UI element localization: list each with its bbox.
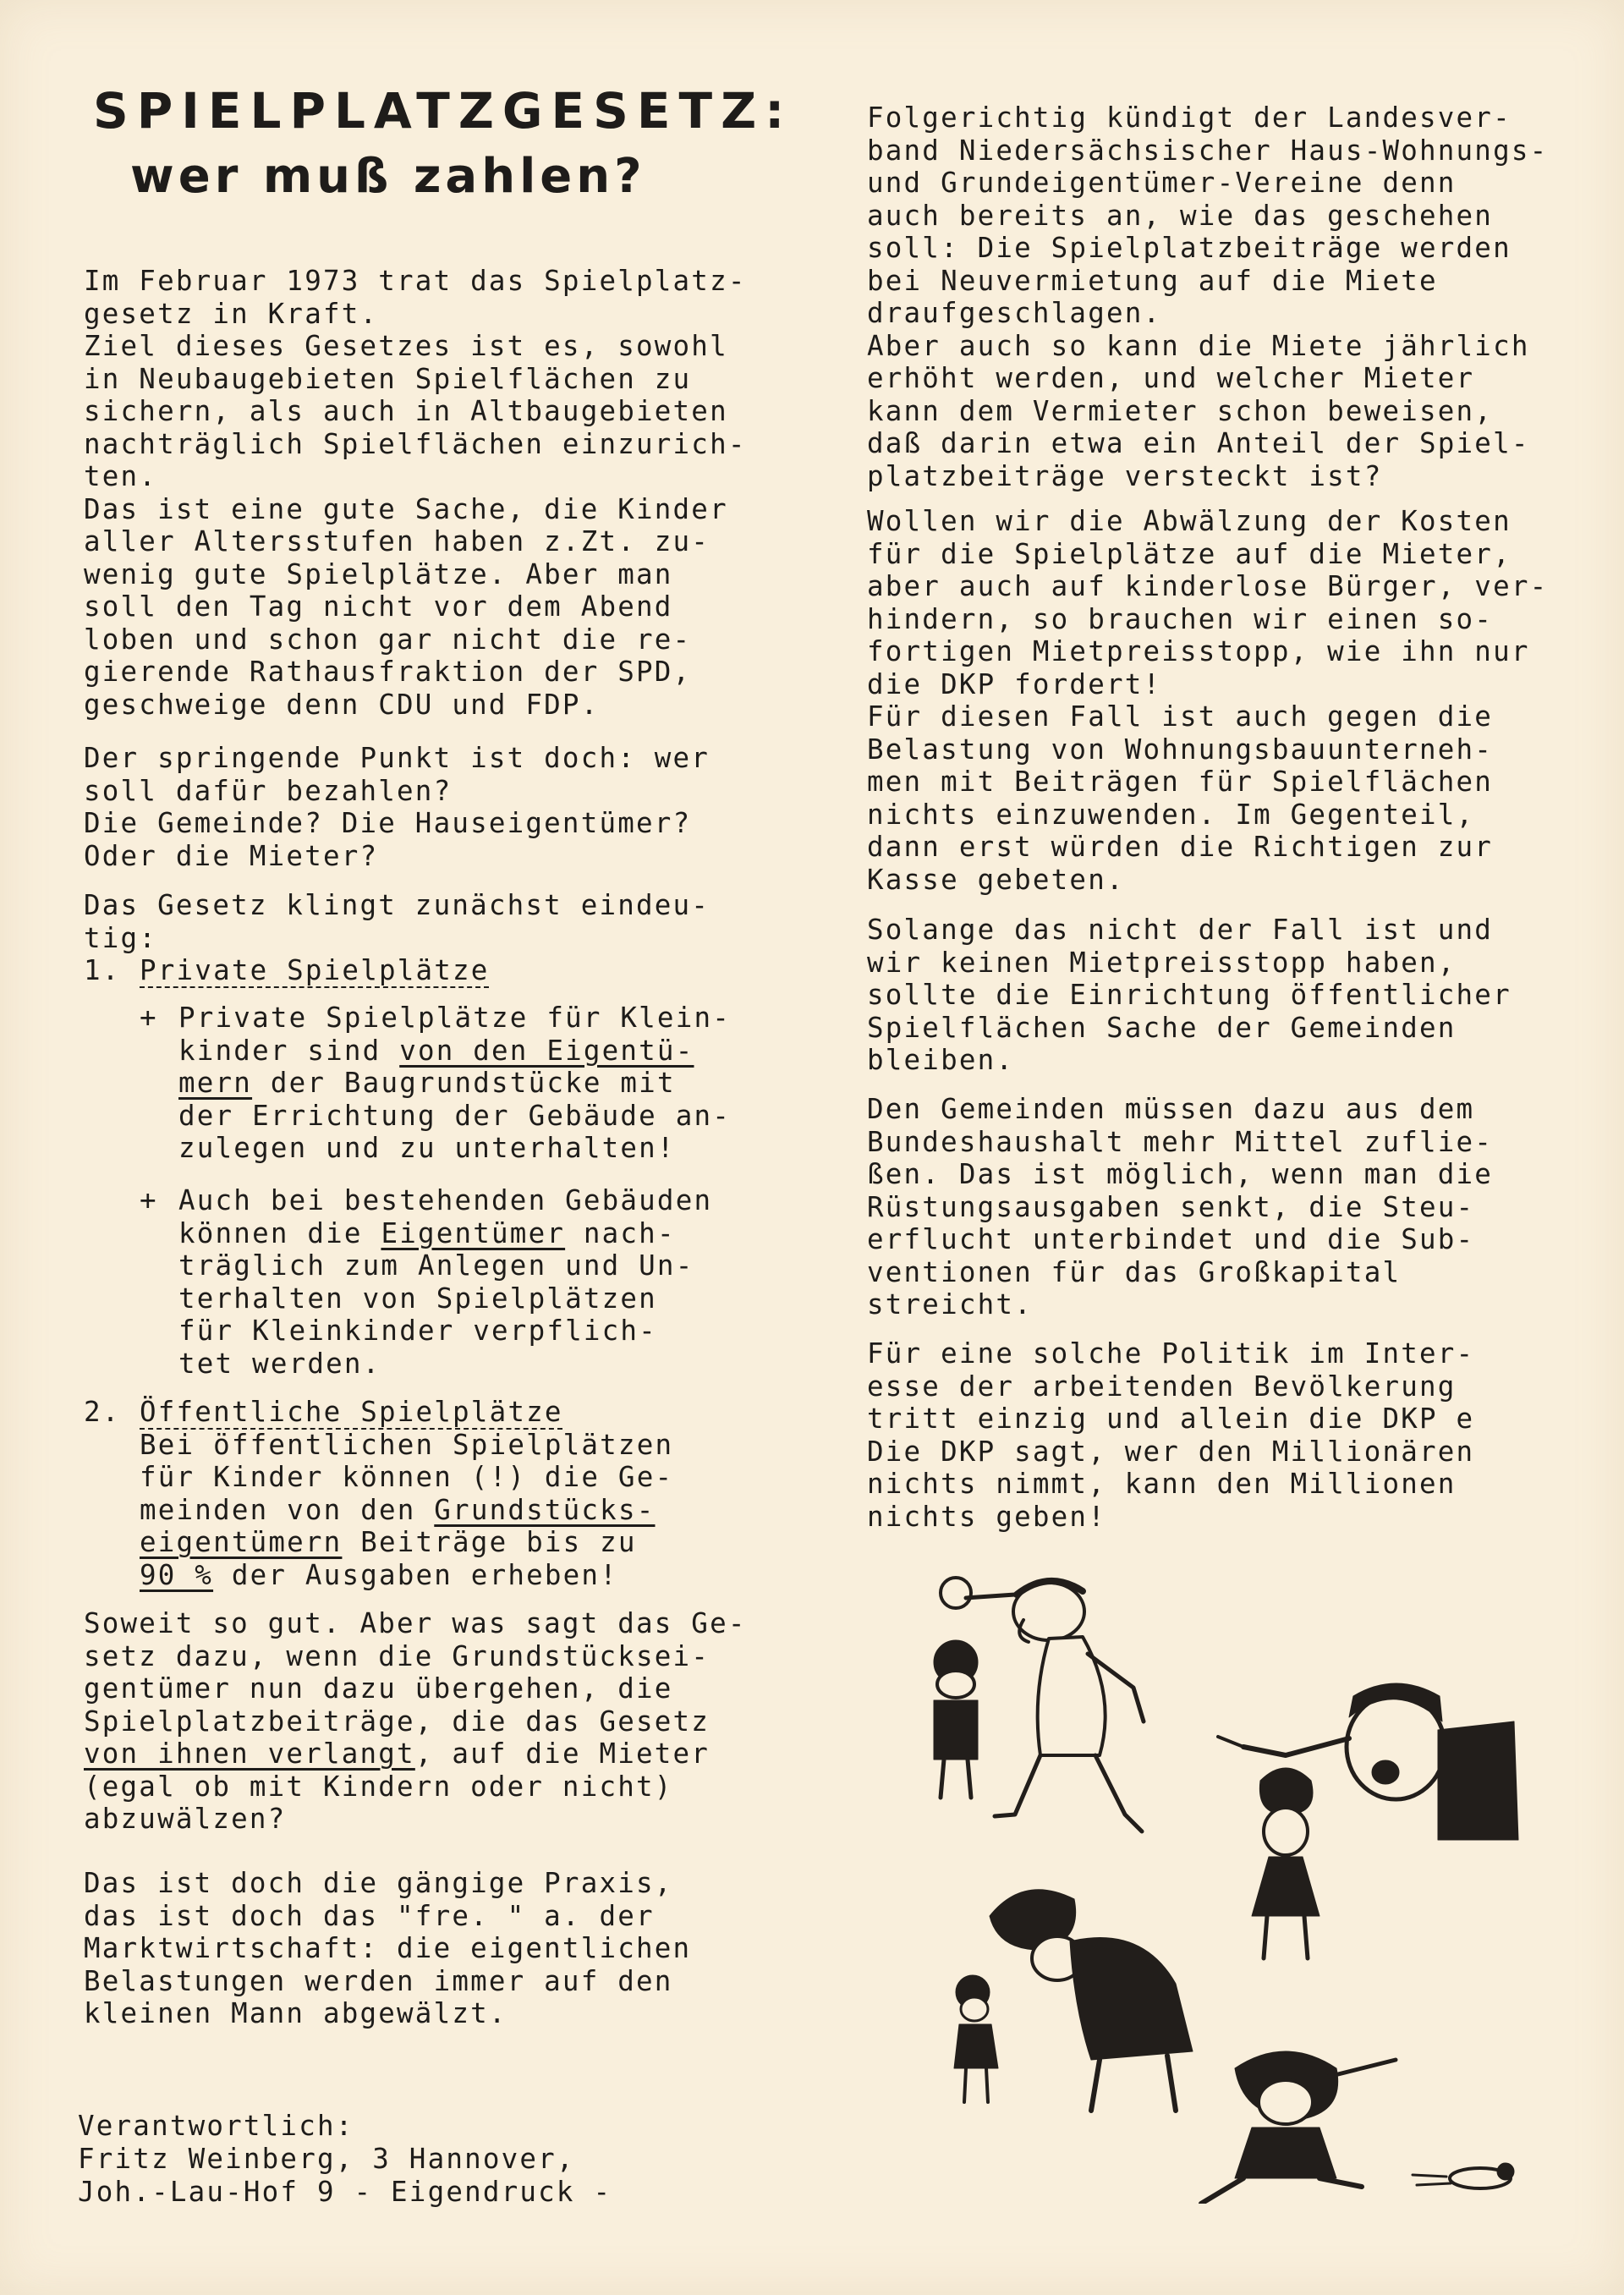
bullet-mark: +	[140, 1002, 158, 1034]
text-line: daß darin etwa ein Anteil der Spiel-	[867, 427, 1530, 459]
cartoon-figures-illustration-icon	[922, 1561, 1531, 2204]
text-line: Folgerichtig kündigt der Landesver-	[867, 102, 1512, 134]
text-line: Belastung von Wohnungsbauunterneh-	[867, 733, 1494, 766]
right-paragraph-5	[867, 1337, 1594, 1533]
text-segment: der Baugrundstücke mit	[252, 1067, 676, 1099]
underlined-text: Grundstücks-	[434, 1493, 656, 1526]
list-heading: Öffentliche Spielplätze	[140, 1396, 563, 1428]
text-line: Soweit so gut. Aber was sagt das Ge-	[84, 1607, 747, 1639]
right-paragraph-1	[867, 102, 1594, 492]
text-line: nichts nimmt, kann den Millionen	[867, 1468, 1457, 1500]
text-line: für Kleinkinder verpflich-	[178, 1315, 657, 1347]
underlined-text: mern	[178, 1067, 253, 1099]
text-line: soll dafür bezahlen?	[84, 774, 453, 807]
text-line: men mit Beiträgen für Spielflächen	[867, 766, 1494, 798]
bullet-private-2	[84, 1184, 820, 1380]
text-line: kleinen Mann abgewälzt.	[84, 1997, 508, 2029]
text-segment: kinder sind	[178, 1034, 400, 1067]
text-segment: der Ausgaben erheben!	[213, 1558, 618, 1591]
text-line: sollte die Einrichtung öffentlicher	[867, 979, 1512, 1011]
imprint-line: Fritz Weinberg, 3 Hannover,	[78, 2143, 575, 2175]
text-line: nichts einzuwenden. Im Gegenteil,	[867, 798, 1475, 831]
underlined-text: von ihnen verlangt	[84, 1738, 415, 1770]
text-line: terhalten von Spielplätzen	[178, 1282, 657, 1315]
text-line: Die DKP sagt, wer den Millionären	[867, 1435, 1475, 1468]
text-line: band Niedersächsischer Haus-Wohnungs-	[867, 134, 1549, 167]
text-line: loben und schon gar nicht die re-	[84, 623, 692, 656]
text-line: aller Altersstufen haben z.Zt. zu-	[84, 525, 710, 557]
text-line: Rüstungsausgaben senkt, die Steu-	[867, 1190, 1475, 1223]
list-item-public	[84, 1396, 820, 1591]
underlined-text: eigentümern	[140, 1526, 343, 1558]
text-line: Ziel dieses Gesetzes ist es, sowohl	[84, 330, 728, 362]
text-line: der Errichtung der Gebäude an-	[178, 1099, 731, 1132]
text-line: Die Gemeinde? Die Hauseigentümer?	[84, 807, 692, 839]
text-line: aber auch auf kinderlose Bürger, ver-	[867, 570, 1549, 602]
text-line: abzuwälzen?	[84, 1803, 287, 1835]
text-line: soll: Die Spielplatzbeiträge werden	[867, 232, 1512, 264]
woman-with-child-figure	[954, 1890, 1193, 2111]
title-line-1: SPIELPLATZGESETZ:	[93, 82, 793, 140]
list-number: 1.	[84, 954, 121, 986]
text-line: Spielplatzbeiträge, die das Gesetz	[84, 1705, 710, 1738]
text-line: wenig gute Spielplätze. Aber man	[84, 557, 673, 590]
text-line: erflucht unterbindet und die Sub-	[867, 1223, 1475, 1255]
text-line: soll den Tag nicht vor dem Abend	[84, 590, 673, 623]
left-paragraph-3	[84, 889, 820, 954]
text-line: hindern, so brauchen wir einen so-	[867, 602, 1494, 635]
text-line: Solange das nicht der Fall ist und	[867, 914, 1494, 946]
doll-on-ground-figure	[1413, 2163, 1514, 2188]
text-line: träglich zum Anlegen und Un-	[178, 1249, 694, 1282]
text-line: für Kinder können (!) die Ge-	[140, 1461, 674, 1493]
text-line: geschweige denn CDU und FDP.	[84, 688, 600, 721]
right-paragraph-4	[867, 1093, 1594, 1321]
text-line: das ist doch das "fre. " a. der	[84, 1899, 655, 1932]
text-line: ventionen für das Großkapital	[867, 1255, 1402, 1288]
text-segment: Beiträge bis zu	[342, 1526, 637, 1558]
text-line: Belastungen werden immer auf den	[84, 1964, 673, 1997]
text-line: kann dem Vermieter schon beweisen,	[867, 394, 1494, 427]
left-paragraph-4	[84, 1607, 820, 1836]
text-line: für die Spielplätze auf die Mieter,	[867, 537, 1512, 570]
text-line: Das ist eine gute Sache, die Kinder	[84, 492, 728, 525]
underlined-text: von den Eigentü-	[399, 1034, 694, 1067]
text-line: tig:	[84, 921, 158, 954]
text-line: gierende Rathausfraktion der SPD,	[84, 656, 692, 688]
text-segment: , auf die Mieter	[414, 1738, 710, 1770]
text-line: platzbeiträge versteckt ist?	[867, 459, 1383, 492]
text-segment: nach-	[565, 1216, 676, 1249]
text-line: setz dazu, wenn die Grundstücksei-	[84, 1639, 710, 1672]
text-line: esse der arbeitenden Bevölkerung	[867, 1370, 1457, 1403]
text-line: Das ist doch die gängige Praxis,	[84, 1867, 673, 1899]
text-line: bei Neuvermietung auf die Miete	[867, 264, 1438, 297]
text-line: auch bereits an, wie das geschehen	[867, 199, 1494, 232]
text-line: die DKP fordert!	[867, 667, 1162, 700]
text-line: gesetz in Kraft.	[84, 297, 379, 330]
right-paragraph-2	[867, 505, 1594, 896]
text-line: ten.	[84, 460, 158, 492]
underlined-text: 90 %	[140, 1558, 214, 1591]
underlined-text: Eigentümer	[381, 1216, 566, 1249]
text-line: tritt einzig und allein die DKP e	[867, 1403, 1475, 1435]
imprint-line: Joh.-Lau-Hof 9 - Eigendruck -	[78, 2176, 612, 2208]
left-paragraph-1	[84, 265, 820, 721]
text-line: ßen. Das ist möglich, wenn man die	[867, 1158, 1494, 1190]
text-line: Den Gemeinden müssen dazu aus dem	[867, 1093, 1475, 1125]
girl-crying-figure	[1252, 1768, 1320, 1958]
text-segment: können die	[178, 1216, 381, 1249]
text-line: nachträglich Spielflächen einzurich-	[84, 427, 747, 460]
text-line: Bei öffentlichen Spielplätzen	[140, 1428, 674, 1461]
text-line: in Neubaugebieten Spielflächen zu	[84, 362, 692, 395]
imprint-footer	[78, 2110, 612, 2209]
page-title	[93, 78, 837, 210]
text-line: dann erst würden die Richtigen zur	[867, 831, 1494, 863]
text-line: streicht.	[867, 1288, 1033, 1320]
text-line: zulegen und zu unterhalten!	[178, 1132, 676, 1164]
text-line: Aber auch so kann die Miete jährlich	[867, 329, 1530, 362]
title-line-2: wer muß zahlen?	[130, 149, 646, 204]
bullet-private-1	[84, 1002, 820, 1165]
text-line: nichts geben!	[867, 1500, 1106, 1533]
text-line: Marktwirtschaft: die eigentlichen	[84, 1932, 692, 1964]
small-boy-figure	[934, 1640, 978, 1798]
bullet-mark: +	[140, 1184, 158, 1216]
text-line: Oder die Mieter?	[84, 839, 379, 872]
text-line: Kasse gebeten.	[867, 863, 1125, 896]
list-number: 2.	[84, 1396, 121, 1428]
text-line: Private Spielplätze für Klein-	[178, 1002, 731, 1034]
running-girl-figure	[1201, 2051, 1396, 2204]
imprint-line: Verantwortlich:	[78, 2110, 354, 2142]
text-line: fortigen Mietpreisstopp, wie ihn nur	[867, 635, 1530, 667]
text-line: erhöht werden, und welcher Mieter	[867, 362, 1475, 394]
text-line: Das Gesetz klingt zunächst eindeu-	[84, 889, 710, 921]
text-line: Bundeshaushalt mehr Mittel zuflie-	[867, 1125, 1494, 1158]
left-paragraph-5	[84, 1867, 820, 2030]
list-heading: Private Spielplätze	[140, 954, 490, 986]
text-line: draufgeschlagen.	[867, 297, 1162, 329]
text-line: tet werden.	[178, 1347, 381, 1380]
text-line: (egal ob mit Kindern oder nicht)	[84, 1770, 673, 1803]
text-line: Der springende Punkt ist doch: wer	[84, 742, 710, 774]
text-line: sichern, als auch in Altbaugebieten	[84, 395, 728, 427]
text-line: Auch bei bestehenden Gebäuden	[178, 1184, 713, 1216]
text-line: und Grundeigentümer-Vereine denn	[867, 167, 1457, 199]
shouting-man-figure	[1218, 1683, 1518, 1840]
text-line: bleiben.	[867, 1044, 1015, 1076]
text-line: Im Februar 1973 trat das Spielplatz-	[84, 265, 747, 297]
left-paragraph-2	[84, 742, 820, 872]
text-line: Spielflächen Sache der Gemeinden	[867, 1011, 1457, 1044]
text-line: Für diesen Fall ist auch gegen die	[867, 700, 1494, 733]
text-line: Für eine solche Politik im Inter-	[867, 1337, 1475, 1370]
text-segment: meinden von den	[140, 1493, 435, 1526]
right-paragraph-3	[867, 914, 1594, 1077]
text-line: gentümer nun dazu übergehen, die	[84, 1672, 673, 1705]
list-item-private	[84, 954, 820, 987]
text-line: Wollen wir die Abwälzung der Kosten	[867, 505, 1512, 537]
text-line: wir keinen Mietpreisstopp haben,	[867, 946, 1457, 979]
